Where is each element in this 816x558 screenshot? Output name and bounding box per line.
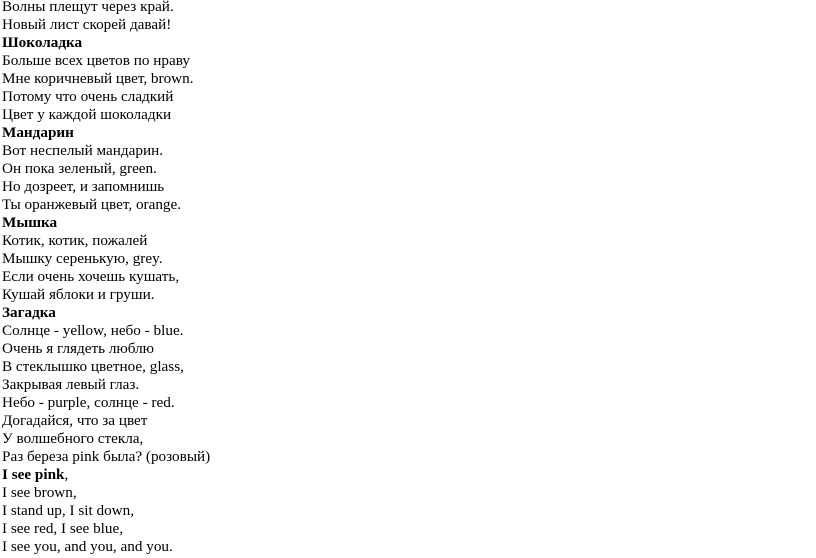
poem-line: Раз береза pink была? (розовый) — [2, 448, 211, 465]
poem-line: Но дозреет, и запомнишь — [2, 178, 165, 195]
poem-line: I see red, I see blue, — [2, 520, 124, 537]
poem-line: В стеклышко цветное, glass, — [2, 358, 184, 375]
poem-line: Закрывая левый глаз. — [2, 376, 140, 393]
poem-line: Очень я глядеть люблю — [2, 340, 155, 357]
poem-line: I see brown, — [2, 484, 77, 501]
document-page — [2, 0, 802, 556]
poem-title: Мандарин — [2, 124, 74, 141]
poem-line: Мышку серенькую, grey. — [2, 250, 163, 267]
poem-title: Загадка — [2, 304, 56, 321]
poem-line: Больше всех цветов по нраву — [2, 52, 190, 69]
poem-line: Ты оранжевый цвет, orange. — [2, 196, 182, 213]
poem-line: Если очень хочешь кушать, — [2, 268, 180, 285]
poem-line: Небо - purple, солнце - red. — [2, 394, 175, 411]
poem-line: Мне коричневый цвет, brown. — [2, 70, 194, 87]
poem-line: I stand up, I sit down, — [2, 502, 135, 519]
poem-line: Вот неспелый мандарин. — [2, 142, 164, 159]
poem-title: Шоколадка — [2, 34, 83, 51]
poem-line: Волны плещут через край. — [2, 0, 174, 15]
poem-line: Догадайся, что за цвет — [2, 412, 148, 429]
poem-title-line — [2, 466, 802, 484]
poem-line: Солнце - yellow, небо - blue. — [2, 322, 184, 339]
poem-line: Кушай яблоки и груши. — [2, 286, 155, 303]
poem-line: Котик, котик, пожалей — [2, 232, 148, 249]
poem-title-punctuation: , — [64, 466, 69, 483]
poem-line: Потому что очень сладкий — [2, 88, 174, 105]
poem-title: Мышка — [2, 214, 58, 231]
poem-line: I see you, and you, and you. — [2, 538, 173, 555]
poem-line: Новый лист скорей давай! — [2, 16, 172, 33]
poem-title: I see pink — [2, 466, 65, 483]
poem-line: Цвет у каждой шоколадки — [2, 106, 172, 123]
poem-line: У волшебного стекла, — [2, 430, 144, 447]
poem-line: Он пока зеленый, green. — [2, 160, 157, 177]
